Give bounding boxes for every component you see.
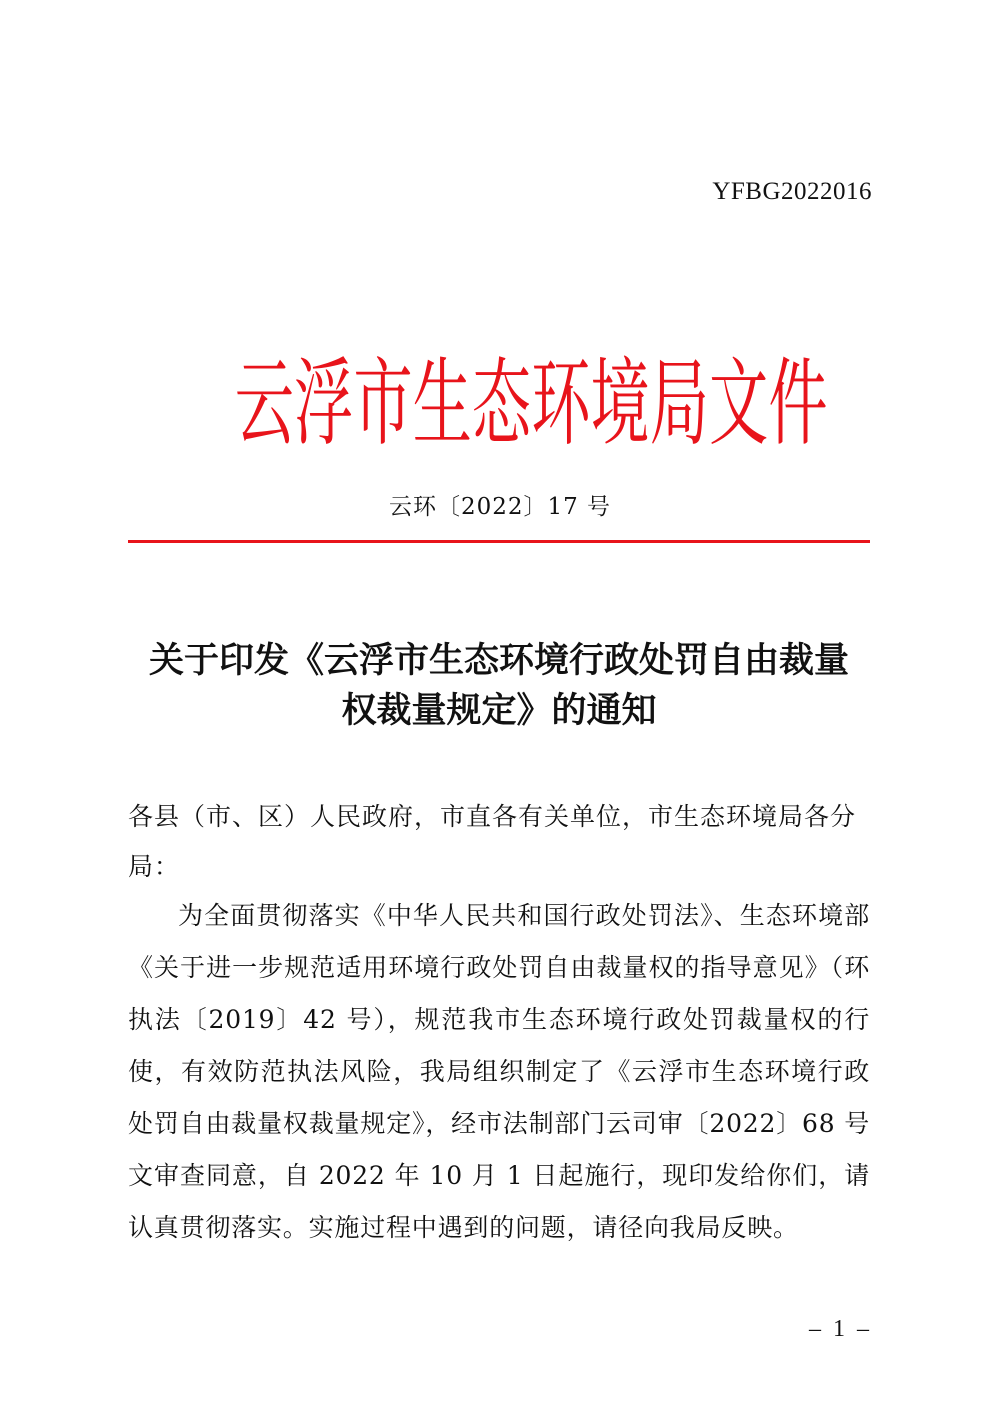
header-char: 态 (471, 346, 532, 459)
header-char: 文 (709, 346, 769, 459)
header-char: 境 (590, 346, 650, 459)
header-char: 云 (234, 346, 295, 459)
title-line: 关于印发《云浮市生态环境行政处罚自由裁量 (148, 641, 849, 681)
red-header (234, 345, 828, 459)
header-char: 生 (412, 346, 472, 459)
document-title (128, 636, 870, 736)
header-char: 局 (649, 346, 710, 459)
document-code: YFBG2022016 (712, 178, 872, 205)
red-divider (128, 540, 870, 543)
page-number: – 1 – (809, 1316, 872, 1342)
header-char: 市 (353, 346, 413, 459)
header-char: 浮 (294, 346, 354, 459)
salutation: 各县（市、区）人民政府，市直各有关单位，市生态环境局各分局： (128, 802, 857, 881)
header-char: 环 (531, 346, 591, 459)
document-number: 云环〔2022〕17 号 (388, 494, 612, 520)
title-line: 权裁量规定》的通知 (341, 691, 657, 731)
body-paragraph: 为全面贯彻落实《中华人民共和国行政处罚法》、生态环境部《关于进一步规范适用环境行政处罚自由裁量权的指导意见》（环执法〔2019〕42 号），规范我市生态环境行政处罚裁量权的行使，有效防范执法风险，我局组织制定了《云浮市生态环境行政处罚自由裁量权裁量规定》，经市法制部门云司审〔2022〕68 号文审查同意，自 2022 年 10 月 1 日起施行，现印发给你们，请认真贯彻落实。实施过程中遇到的问题，请径向我局反映。 (128, 901, 870, 1242)
header-char: 件 (768, 346, 828, 459)
